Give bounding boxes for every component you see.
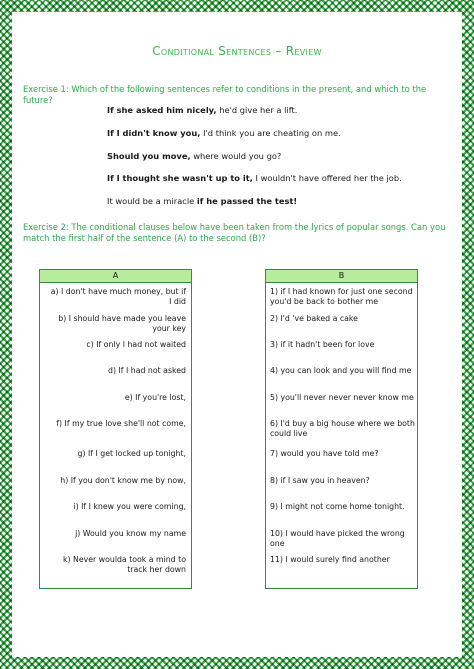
column-a-item-k: k) Never woulda took a mind to track her down [62,555,186,574]
sentence-1-condition: If she asked him nicely, [107,105,217,115]
worksheet-page [12,12,462,657]
column-b-item-2: 2) I'd 've baked a cake [270,314,358,323]
sentence-2-result: I'd think you are cheating on me. [200,127,341,138]
column-b-item-11: 11) I would surely find another [270,555,390,564]
sentence-1-result: he'd give her a lift. [216,105,298,115]
column-a-item-g: g) If I get locked up tonight, [77,449,186,458]
column-b-item-5: 5) you'll never never never know me [270,393,414,402]
sentence-3-condition: Should you move, [107,150,191,161]
column-a-item-e: e) If you're lost, [124,393,186,402]
column-a-header: A [40,270,191,283]
sentence-2-condition: If I didn't know you, [107,127,201,138]
exercise-1-sentences [107,104,447,218]
column-b-item-7: 7) would you have told me? [270,449,379,458]
column-a-item-f: f) If my true love she'll not come, [56,419,186,428]
column-a-item-a: a) I don't have much money, but if I did [50,287,186,306]
sentence-5-condition: if he passed the test! [196,196,298,207]
column-b-item-6: 6) I'd buy a big house where we both could live [270,419,415,438]
sentence-3-result: where would you go? [190,150,282,161]
column-a-item-h: h) If you don't know me by now, [60,476,186,485]
exercise-2-heading: Exercise 2: The conditional clauses below have been taken from the lyrics of popular songs. Can you match the first half of the sentence (A) to the second (B)? [23,222,446,243]
column-b-item-3: 3) if it hadn't been for love [270,340,375,349]
exercise-1-heading: Exercise 1: Which of the following sentences refer to conditions in the present, and which to the future? [23,84,427,105]
sentence-2 [107,127,447,150]
column-b-item-4: 4) you can look and you will find me [270,366,412,375]
sentence-5-main: It would be a miracle [107,196,197,207]
column-a-item-i: i) If I knew you were coming, [73,502,186,511]
column-b-item-9: 9) I might not come home tonight. [270,502,405,511]
sentence-4-condition: If I thought she wasn't up to it, [107,173,253,184]
column-b-item-1: 1) if I had known for just one second you'd be back to bother me [270,287,413,306]
page-title: Conditional Sentences – Review [152,44,322,58]
column-b [265,269,418,589]
column-a-item-c: c) If only I had not waited [86,340,186,349]
sentence-3 [107,150,447,173]
column-a-item-j: j) Would you know my name [75,529,186,538]
sentence-4 [107,172,447,195]
column-a-item-b: b) I should have made you leave your key [58,314,186,333]
column-a-item-d: d) If I had not asked [108,366,186,375]
sentence-1 [107,104,447,127]
sentence-4-result: I wouldn't have offered her the job. [252,173,402,184]
column-b-item-10: 10) I would have picked the wrong one [270,529,405,548]
sentence-5 [107,195,447,218]
column-b-item-8: 8) if I saw you in heaven? [270,476,370,485]
column-a [39,269,192,589]
column-b-header: B [266,270,417,283]
